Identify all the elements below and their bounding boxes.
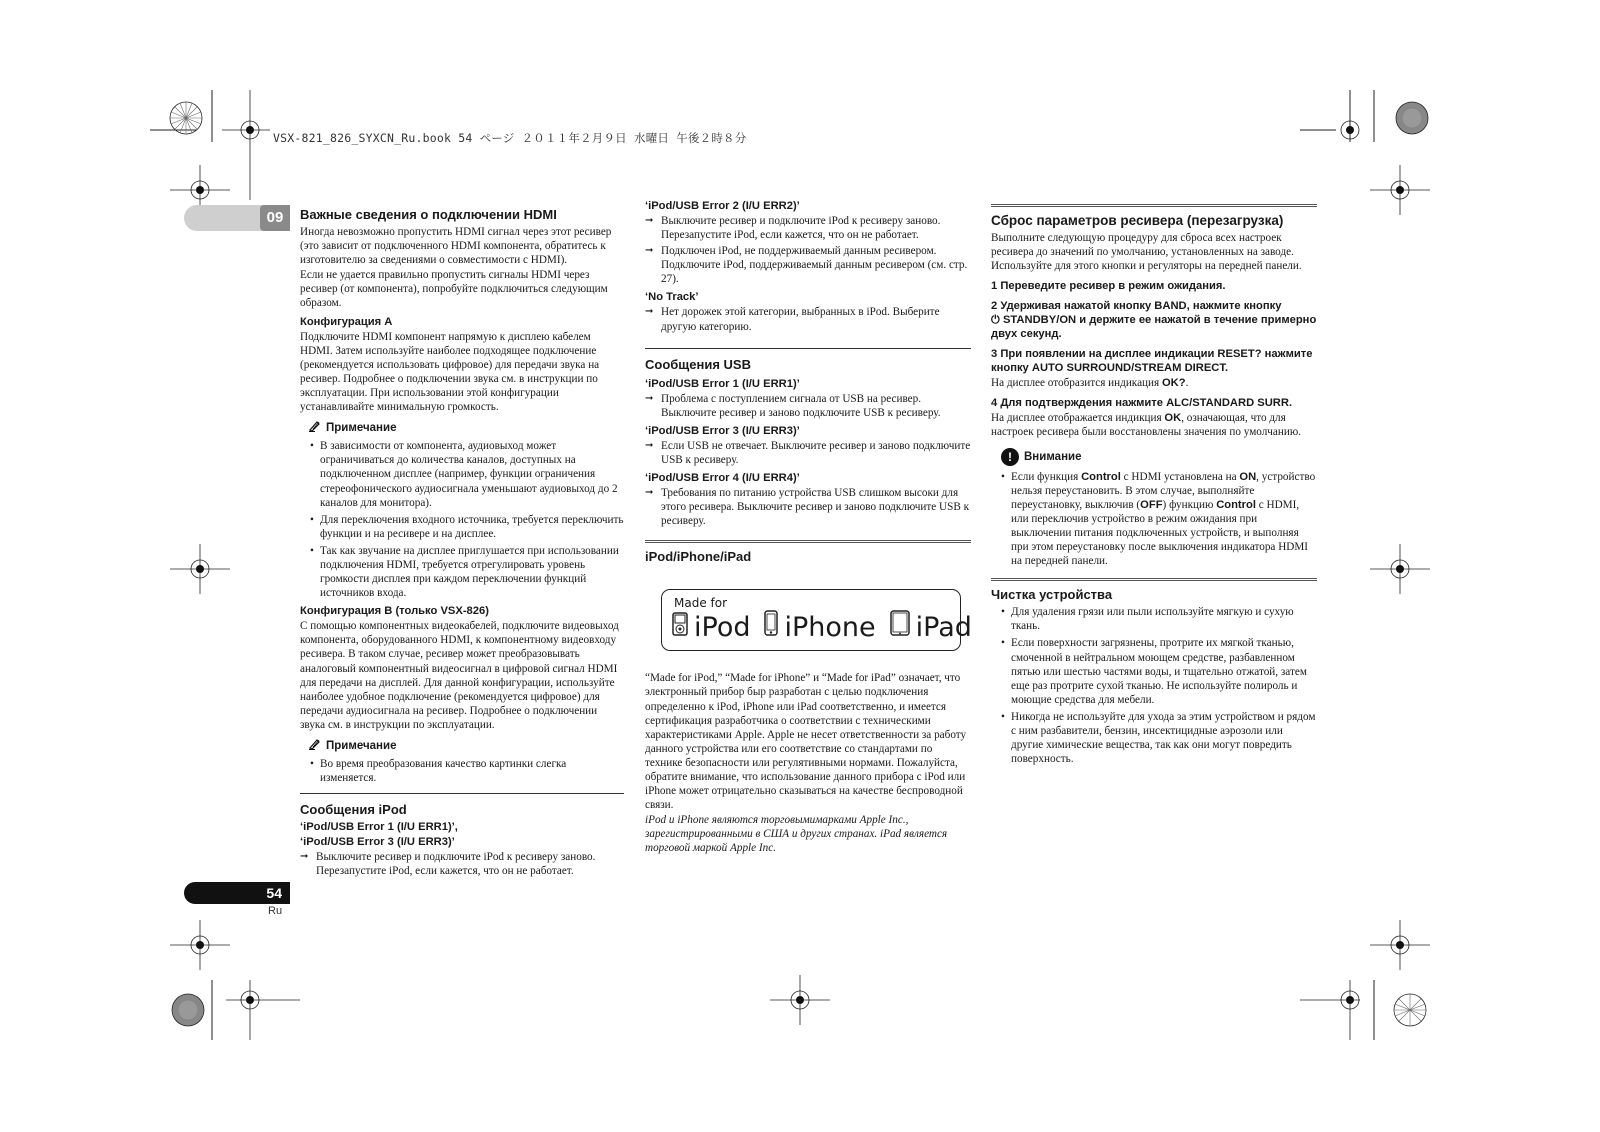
column-right: [991, 204, 1317, 769]
paragraph: С помощью компонентных видеокабелей, подключите видеовыход компонента, оборудованного HDMI, к компонентному видеовходу ресивера. В таком случае, ресивер может преобразовывать аналоговый компонентный видеосигнал в цифровой сигнал HDMI для передачи на дисплей. Для данной конфигурации, используйте наиболее удобное подключение (рекомендуется цифровое) для передачи аудиосигнала на ресивер. Подробнее о подключении звука см. в инструкции по эксплуатации.: [300, 620, 619, 731]
list-item: • Для удаления грязи или пыли используйте мягкую и сухую ткань.: [1001, 605, 1317, 633]
section-title-ipod-messages: Сообщения iPod: [300, 793, 624, 818]
column-middle: [645, 199, 971, 856]
arrow-icon: ➞: [645, 215, 654, 226]
arrow-icon: ➞: [645, 245, 654, 257]
crop-mark-left-middle: [170, 544, 230, 594]
error-solution: ➞ Подключен iPod, не поддерживаемый данным ресивером. Подключите iPod, поддерживаемый данным ресивером (см. стр. 27).: [645, 245, 968, 286]
error-solution: ➞ Требования по питанию устройства USB слишком высоки для этого ресивера. Выключите ресивер и заново подключите USB к ресиверу.: [645, 487, 970, 528]
caution-icon: !: [1001, 448, 1019, 466]
note-label: Примечание: [326, 740, 397, 752]
paragraph: Если не удается правильно пропустить сигналы HDMI через ресивер (от компонента), попробуйте подключиться следующим образом.: [300, 269, 608, 310]
note-label: Примечание: [326, 422, 397, 435]
error-title: ‘iPod/USB Error 4 (I/U ERR4)’: [645, 472, 800, 485]
error-title: ‘iPod/USB Error 3 (I/U ERR3)’: [300, 836, 455, 849]
crop-mark-right-middle: [1370, 544, 1430, 594]
error-solution: ➞ Проблема с поступлением сигнала от USB на ресивер. Выключите ресивер и заново подключите USB к ресиверу.: [645, 392, 941, 419]
made-for-ipod-iphone-ipad-logo: [661, 589, 972, 651]
pencil-note-icon: [308, 420, 322, 436]
trademark-note: iPod и iPhone являются торговымимарками Apple Inc., зарегистрированными в США и других странах. iPad является торговой маркой Apple Inc.: [645, 814, 948, 855]
ipad-icon: [890, 610, 910, 645]
error-title: ‘iPod/USB Error 2 (I/U ERR2)’: [645, 200, 800, 212]
ipod-label: iPod: [694, 611, 751, 643]
power-icon: ⏻: [991, 313, 1000, 327]
column-left: [300, 206, 624, 880]
section-title-hdmi: Важные сведения о подключении HDMI: [300, 207, 557, 222]
arrow-icon: ➞: [645, 392, 654, 404]
error-title: ‘No Track’: [645, 291, 699, 304]
arrow-icon: ➞: [300, 851, 309, 863]
paragraph: На дисплее отобразится индикация OK?.: [991, 377, 1189, 390]
paragraph: “Made for iPod,” “Made for iPhone” и “Made for iPad” означает, что электронный прибор быр разработан с целью подключения определенно к iPod, iPhone или iPad соответственно, и имеется сертификация разработчика о соответствии с техническими характеристиками Apple. Apple не несет ответственности за работу данного устройства или его соответствие со стандартами по технике безопасности или регулятивными нормами. Пожалуйста, обратите внимание, что использование данного прибора с iPod или iPhone может отрицательно сказываться на качестве беспроводной связи.: [645, 672, 967, 812]
subsection-title: Конфигурация А: [300, 315, 393, 328]
step-2: 2 Удерживая нажатой кнопку BAND, нажмите кнопку ⏻ STANDBY/ON и держите ее нажатой в течение примерно двух секунд.: [991, 300, 1317, 341]
arrow-icon: ➞: [645, 487, 654, 499]
crop-mark-bottom-center: [770, 975, 830, 1025]
section-title-reset: Сброс параметров ресивера (перезагрузка): [991, 204, 1317, 229]
list-item: • Для переключения входного источника, требуется переключить функции и на ресивере и на дисплее.: [310, 513, 624, 541]
device-logos: [672, 610, 972, 645]
list-item: • Так как звучание на дисплее приглушается при использовании подключения HDMI, требуется отрегулировать уровень громкости дисплея при каждом переключении функций источников входа.: [310, 544, 624, 600]
ipod-icon: [672, 611, 688, 645]
error-solution: ➞ Если USB не отвечает. Выключите ресивер и заново подключите USB к ресиверу.: [645, 439, 971, 466]
chapter-number: 09: [260, 205, 290, 231]
note-heading: [308, 420, 624, 436]
error-title: ‘iPod/USB Error 1 (I/U ERR1)’,: [300, 821, 458, 834]
section-title-cleaning: Чистка устройства: [991, 578, 1317, 603]
crop-mark-right-top: [1370, 165, 1430, 215]
crop-mark-bottom-right: [1300, 980, 1440, 1040]
error-solution: ➞ Нет дорожек этой категории, выбранных в iPod. Выберите другую категорию.: [645, 306, 940, 333]
list-item: • Если функция Control с HDMI установлена на ON, устройство нельзя переустановить. В этом случае, выполняйте переустановку, выключив (OFF) функцию Control с HDMI, или переключив устройство в режим ожидания при выключении питания подключенных устройств, и выполняя при этом переустановку после выключения индикатора HDMI на передней панели.: [1001, 470, 1317, 569]
paragraph: Подключите HDMI компонент напрямую к дисплею кабелем HDMI. Затем используйте наиболее подходящее подключение (рекомендуется использовать цифровое) для передачи звука на ресивер. Подробнее о подключении звука см. в инструкции по эксплуатации. При использовании этой конфигурации устанавливайте минимальную громкость.: [300, 330, 600, 414]
page-language: Ru: [268, 905, 283, 917]
section-title-usb-messages: Сообщения USB: [645, 348, 971, 373]
paragraph: Иногда невозможно пропустить HDMI сигнал через этот ресивер (это зависит от подключенного HDMI компонента, обратитесь к изготовителю за сведениями о совместимости с HDMI).: [300, 226, 612, 267]
paragraph: На дисплее отображается индикция OK, означающая, что для настроек ресивера были восстановлены значения по умолчанию.: [991, 412, 1302, 439]
iphone-label: iPhone: [784, 611, 876, 643]
iphone-icon: [764, 610, 778, 645]
caution-label: Внимание: [1024, 450, 1082, 463]
error-title: ‘iPod/USB Error 3 (I/U ERR3)’: [645, 424, 800, 437]
page-number: 54: [184, 882, 290, 904]
subsection-title: Конфигурация B (только VSX-826): [300, 605, 489, 618]
list-item: • Если поверхности загрязнены, протрите их мягкой тканью, смоченной в нейтральном моющем средстве, разбавленном пятью или шестью частями воды, и тщательно отжатой, затем еще раз протрите сухой тканью. Не используйте полироль и моющие средства для мебели.: [1001, 636, 1317, 706]
step-4: 4 Для подтверждения нажмите ALC/STANDARD SURR.: [991, 397, 1293, 410]
step-1: 1 Переведите ресивер в режим ожидания.: [991, 280, 1226, 293]
caution-heading: [1001, 448, 1317, 466]
paragraph: Выполните следующую процедуру для сброса всех настроек ресивера до значений по умолчанию, установленных на заводе. Используйте для этого кнопки и регуляторы на передней панели.: [991, 232, 1302, 273]
step-3: 3 При появлении на дисплее индикации RESET? нажмите кнопку AUTO SURROUND/STREAM DIRECT.: [991, 348, 1313, 375]
arrow-icon: ➞: [645, 439, 654, 451]
crop-mark-right-bottom: [1370, 920, 1430, 970]
list-item: • В зависимости от компонента, аудиовыход может ограничиваться до количества каналов, доступных на подключенном дисплее (например, функции ограничения стереофонического аудиосигнала уменьшают аудиовыход до 2 каналов для монитора).: [310, 439, 624, 509]
crop-mark-left-bottom: [170, 920, 230, 970]
list-item: • Никогда не используйте для ухода за этим устройством и рядом с ним разбавители, бензин, инсектицидные аэрозоли или другие химические вещества, так как они могут повредить поверхность.: [1001, 710, 1317, 766]
error-solution: ➞ Выключите ресивер и подключите iPod к ресиверу заново. Перезапустите iPod, если кажется, что он не работает.: [300, 851, 596, 878]
section-title-apple: iPod/iPhone/iPad: [645, 540, 971, 565]
list-item: • Во время преобразования качество картинки слегка изменяется.: [310, 757, 624, 785]
arrow-icon: ➞: [645, 306, 654, 318]
error-title: ‘iPod/USB Error 1 (I/U ERR1)’: [645, 377, 800, 390]
crop-mark-bottom-left: [150, 980, 310, 1040]
ipad-label: iPad: [915, 611, 972, 643]
error-solution: ➞ Выключите ресивер и подключите iPod к ресиверу заново. Перезапустите iPod, если кажется, что он не работает.: [645, 215, 941, 242]
book-info-line: VSX-821_826_SYXCN_Ru.book 54 ページ ２０１１年２月９日 水曜日 午後２時８分: [273, 131, 747, 145]
made-for-label: Made for: [674, 596, 728, 611]
note-heading: [308, 738, 624, 754]
pencil-note-icon: [308, 738, 322, 754]
